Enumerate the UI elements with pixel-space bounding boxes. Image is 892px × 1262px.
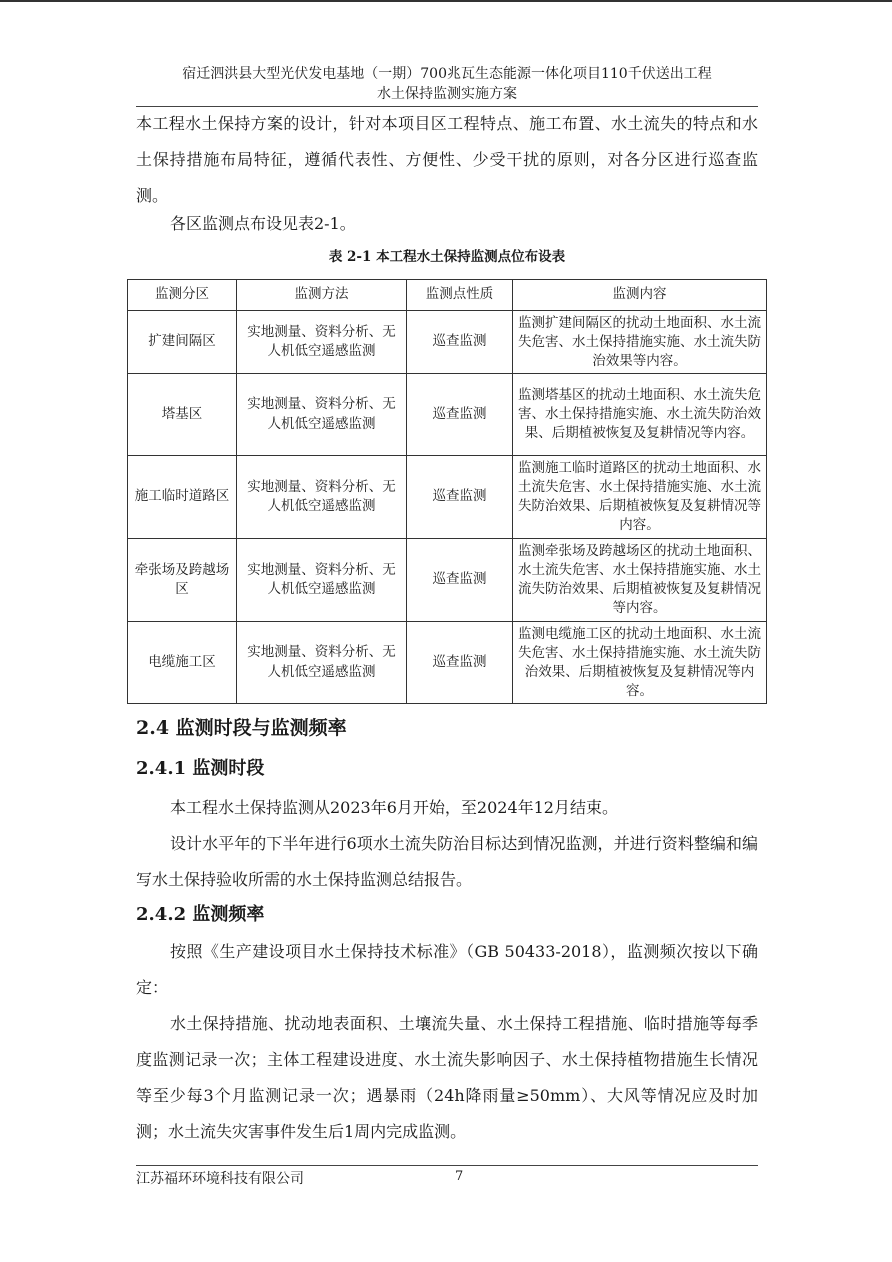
cell-zone: 扩建间隔区 (128, 311, 237, 374)
cell-nature: 巡查监测 (407, 374, 513, 456)
cell-content: 监测塔基区的扰动土地面积、水土流失危害、水土保持措施实施、水土流失防治效果、后期植被恢复及复耕情况等内容。 (513, 374, 767, 456)
table-row (128, 622, 767, 704)
top-border-line (0, 0, 892, 2)
monitoring-points-table (127, 279, 767, 704)
table-row (128, 539, 767, 622)
section-heading-2-4-2: 2.4.2 监测频率 (136, 904, 265, 925)
cell-content: 监测施工临时道路区的扰动土地面积、水土流失危害、水土保持措施实施、水土流失防治效果、后期植被恢复及复耕情况等内容。 (513, 456, 767, 539)
column-header-method: 监测方法 (237, 280, 407, 311)
standard-reference-paragraph: 按照《生产建设项目水土保持技术标准》（GB 50433-2018），监测频次按以下确定： (136, 942, 758, 997)
header-title-line1: 宿迁泗洪县大型光伏发电基地（一期）700兆瓦生态能源一体化项目110千伏送出工程 (182, 66, 712, 82)
column-header-content: 监测内容 (513, 280, 767, 311)
cell-zone: 塔基区 (128, 374, 237, 456)
cell-method: 实地测量、资料分析、无人机低空遥感监测 (237, 622, 407, 704)
table-header-row (128, 280, 767, 311)
cell-method: 实地测量、资料分析、无人机低空遥感监测 (237, 539, 407, 622)
cell-zone: 牵张场及跨越场区 (128, 539, 237, 622)
cell-zone: 电缆施工区 (128, 622, 237, 704)
cell-content: 监测电缆施工区的扰动土地面积、水土流失危害、水土保持措施实施、水土流失防治效果、后期植被恢复及复耕情况等内容。 (513, 622, 767, 704)
footer-divider (136, 1165, 758, 1166)
cell-content: 监测扩建间隔区的扰动土地面积、水土流失危害、水土保持措施实施、水土流失防治效果等内容。 (513, 311, 767, 374)
cell-method: 实地测量、资料分析、无人机低空遥感监测 (237, 374, 407, 456)
table-row (128, 456, 767, 539)
footer-company: 江苏福环环境科技有限公司 (136, 1171, 304, 1187)
cell-nature: 巡查监测 (407, 539, 513, 622)
table-row (128, 311, 767, 374)
column-header-nature: 监测点性质 (407, 280, 513, 311)
header-title-line2: 水土保持监测实施方案 (377, 86, 517, 102)
page-header (136, 64, 758, 104)
intro-paragraph: 本工程水土保持方案的设计，针对本项目区工程特点、施工布置、水土流失的特点和水土保持措施布局特征，遵循代表性、方便性、少受干扰的原则，对各分区进行巡查监测。 (136, 114, 758, 205)
cell-content: 监测牵张场及跨越场区的扰动土地面积、水土流失危害、水土保持措施实施、水土流失防治效果、后期植被恢复及复耕情况等内容。 (513, 539, 767, 622)
column-header-zone: 监测分区 (128, 280, 237, 311)
monitoring-period-paragraph: 本工程水土保持监测从2023年6月开始，至2024年12月结束。 (170, 798, 618, 817)
cell-zone: 施工临时道路区 (128, 456, 237, 539)
table-reference-paragraph: 各区监测点布设见表2-1。 (170, 214, 356, 233)
section-heading-2-4: 2.4 监测时段与监测频率 (136, 717, 347, 739)
frequency-paragraph: 水土保持措施、扰动地表面积、土壤流失量、水土保持工程措施、临时措施等每季度监测记录一次；主体工程建设进度、水土流失影响因子、水土保持植物措施生长情况等至少每3个月监测记录一次；遇暴雨（24h降雨量≥50mm）、大风等情况应及时加测；水土流失灾害事件发生后1周内完成监测。 (136, 1014, 758, 1141)
table-row (128, 374, 767, 456)
cell-nature: 巡查监测 (407, 622, 513, 704)
cell-method: 实地测量、资料分析、无人机低空遥感监测 (237, 311, 407, 374)
table-caption: 表 2-1 本工程水土保持监测点位布设表 (328, 249, 566, 265)
cell-nature: 巡查监测 (407, 311, 513, 374)
section-heading-2-4-1: 2.4.1 监测时段 (136, 758, 265, 779)
page-number: 7 (455, 1169, 464, 1184)
cell-method: 实地测量、资料分析、无人机低空遥感监测 (237, 456, 407, 539)
cell-nature: 巡查监测 (407, 456, 513, 539)
design-year-paragraph: 设计水平年的下半年进行6项水土流失防治目标达到情况监测，并进行资料整编和编写水土保持验收所需的水土保持监测总结报告。 (136, 834, 758, 889)
